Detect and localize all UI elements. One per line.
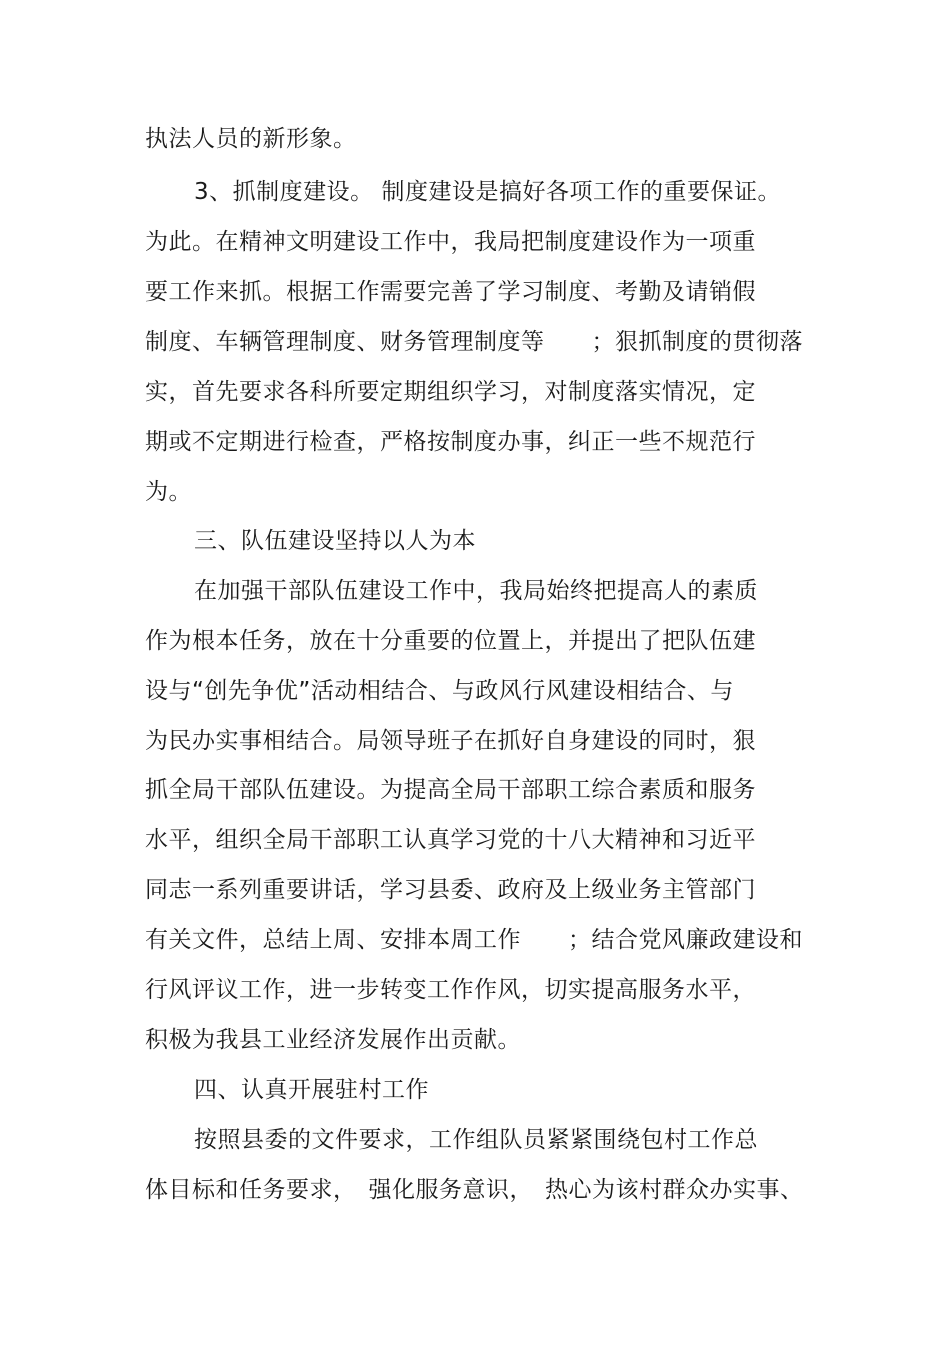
text-line: 为民办实事相结合。局领导班子在抓好自身建设的同时，狠 [145,728,756,754]
text-line: 要工作来抓。根据工作需要完善了学习制度、考勤及请销假 [145,279,756,305]
section-heading: 四、认真开展驻村工作 [194,1077,429,1103]
text-line: 积极为我县工业经济发展作出贡献。 [145,1027,521,1053]
text-line: 体目标和任务要求， 强化服务意识， 热心为该村群众办实事、 [145,1177,804,1203]
text-line: 在加强干部队伍建设工作中，我局始终把提高人的素质 [194,578,758,604]
text-line: 为。 [145,479,192,505]
section-heading: 三、队伍建设坚持以人为本 [194,528,476,554]
text-line: 按照县委的文件要求，工作组队员紧紧围绕包村工作总 [194,1127,758,1153]
text-line: 有关文件，总结上周、安排本周工作 ；结合党风廉政建设和 [145,927,803,953]
text-line: 行风评议工作，进一步转变工作作风，切实提高服务水平， [145,977,756,1003]
text-line: 抓全局干部队伍建设。为提高全局干部职工综合素质和服务 [145,777,756,803]
text-line: 为此。在精神文明建设工作中，我局把制度建设作为一项重 [145,229,756,255]
text-line: 设与“创先争优”活动相结合、与政风行风建设相结合、与 [145,678,734,704]
text-line: 作为根本任务，放在十分重要的位置上，并提出了把队伍建 [145,628,756,654]
text-line: 实，首先要求各科所要定期组织学习，对制度落实情况，定 [145,379,756,405]
text-line: 制度、车辆管理制度、财务管理制度等 ；狠抓制度的贯彻落 [145,329,803,355]
text-line: 3、抓制度建设。 制度建设是搞好各项工作的重要保证。 [194,179,781,205]
text-line: 执法人员的新形象。 [145,126,357,152]
text-line: 期或不定期进行检查，严格按制度办事，纠正一些不规范行 [145,429,756,455]
text-line: 同志一系列重要讲话，学习县委、政府及上级业务主管部门 [145,877,756,903]
text-line: 水平，组织全局干部职工认真学习党的十八大精神和习近平 [145,827,756,853]
